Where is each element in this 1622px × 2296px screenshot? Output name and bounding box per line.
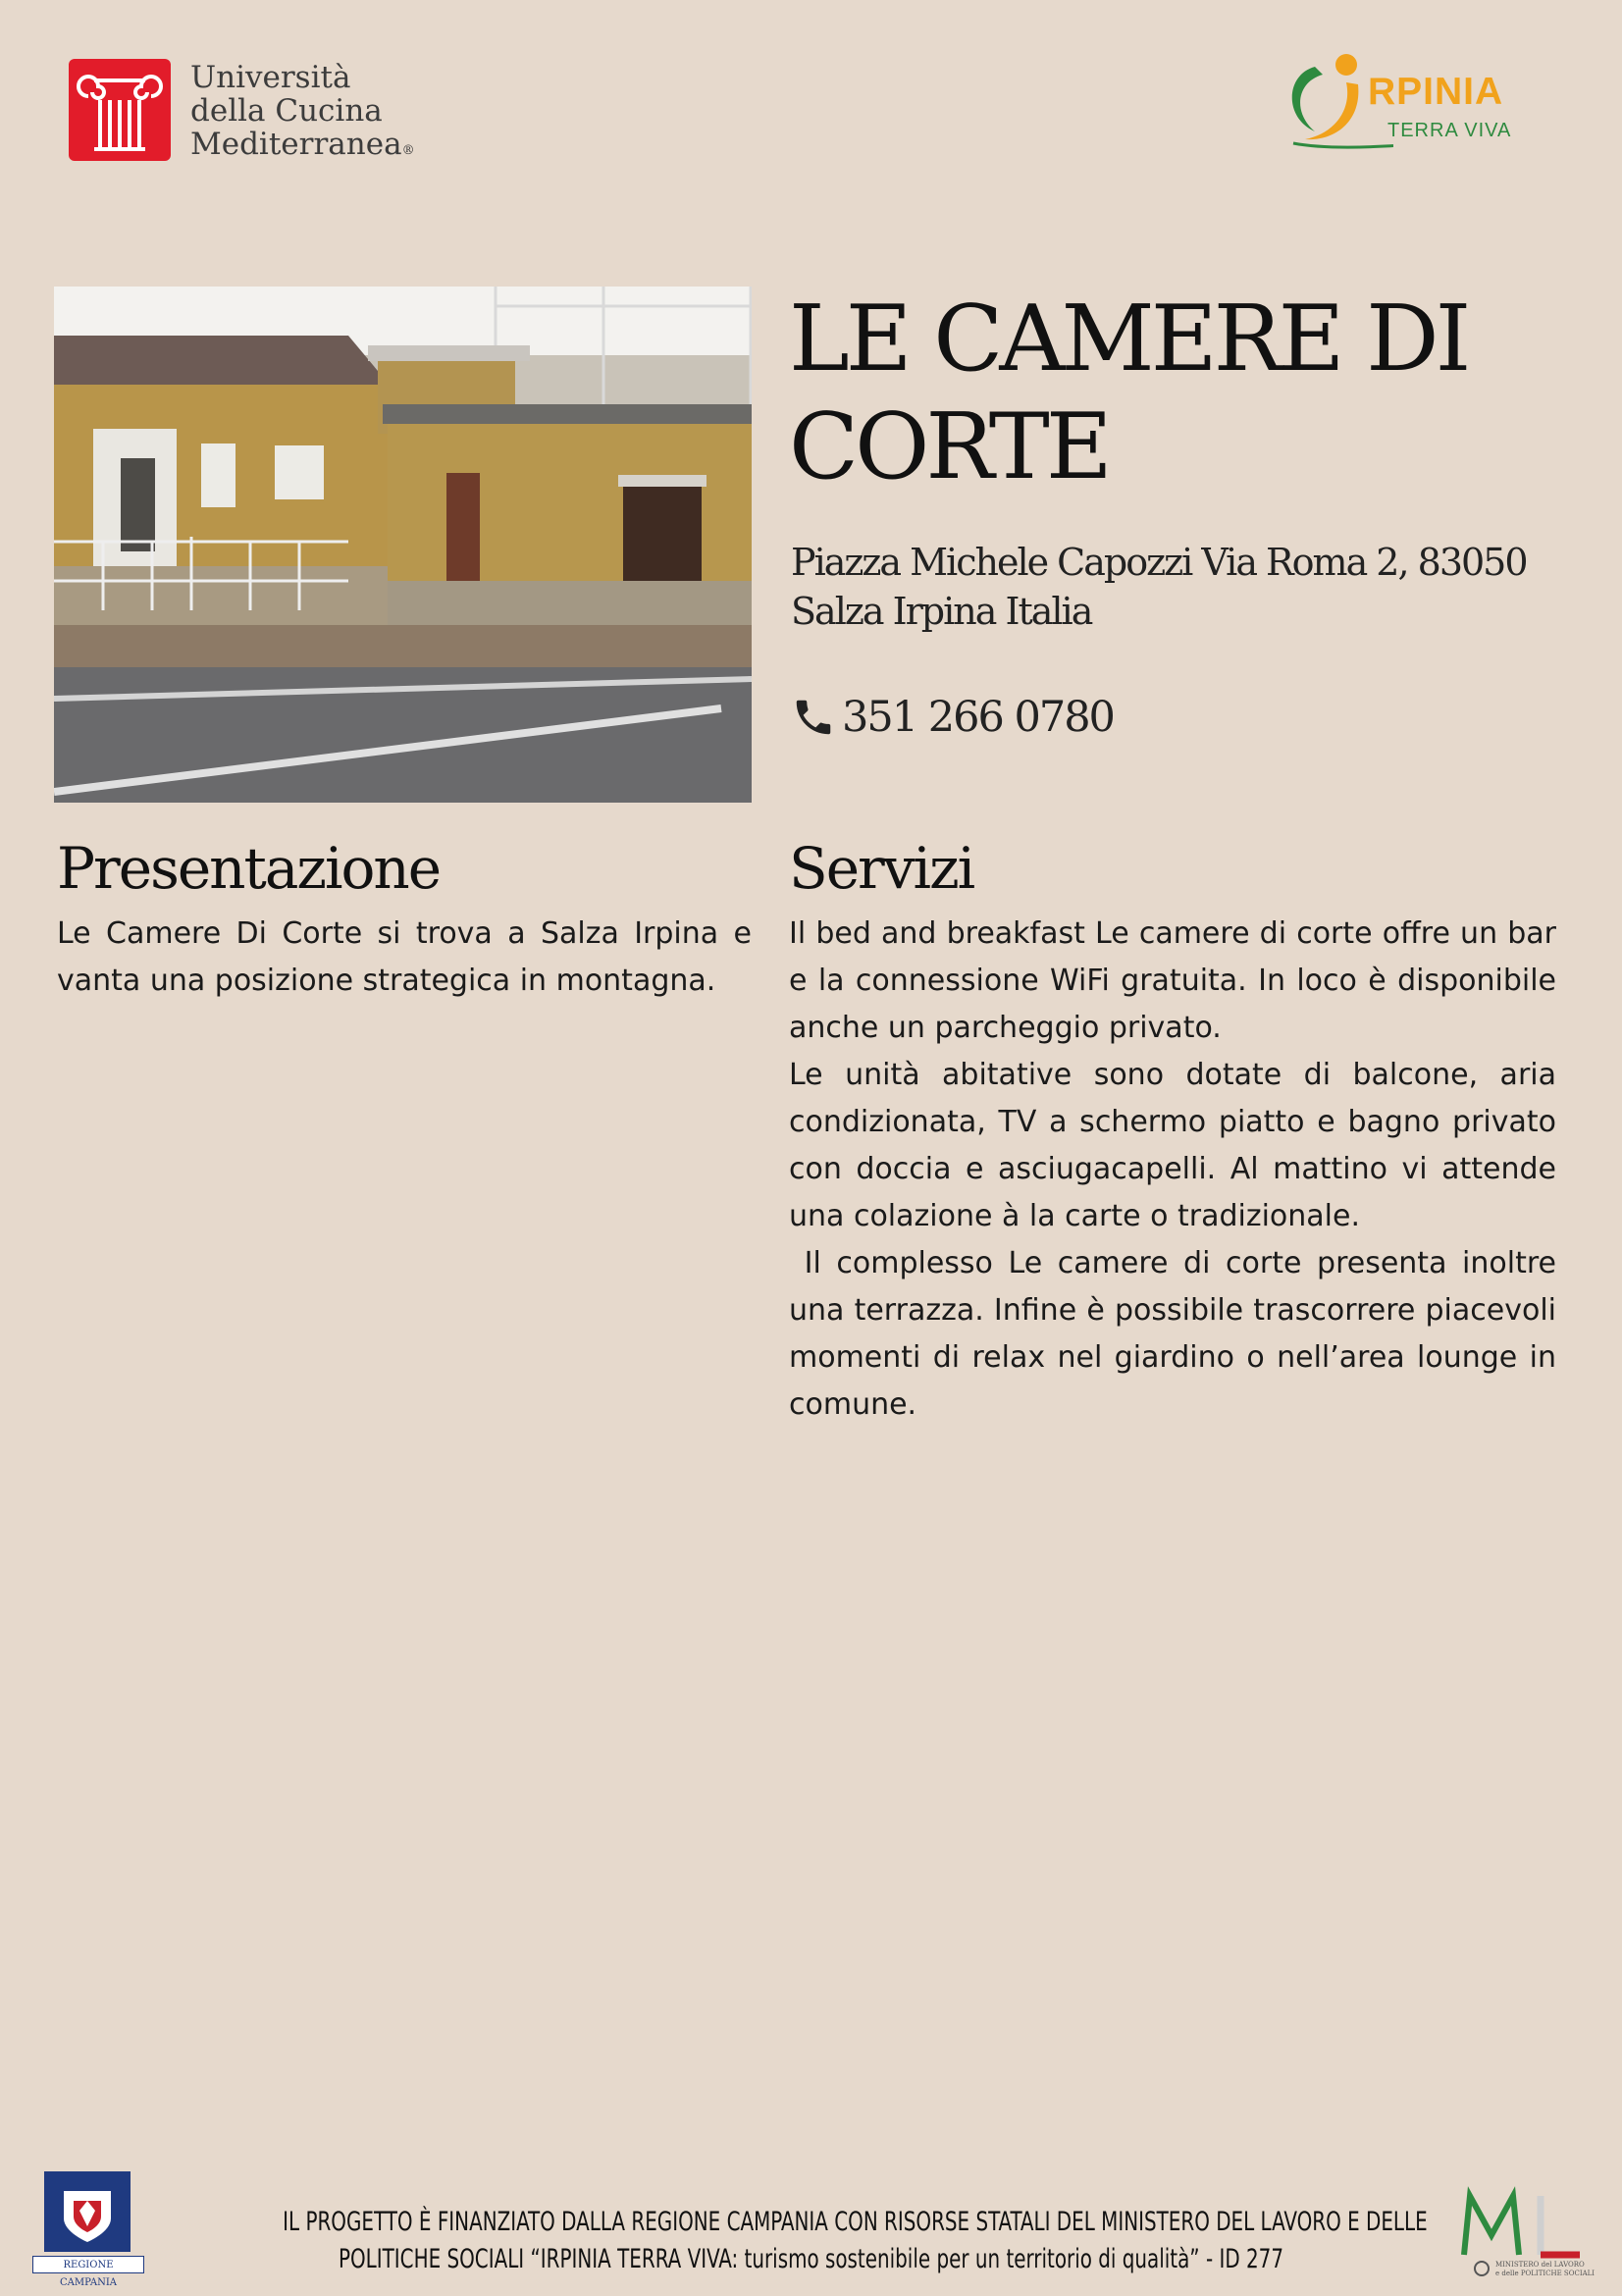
ucm-wordmark (190, 61, 415, 168)
regione-campania-label: REGIONE CAMPANIA (32, 2256, 144, 2273)
irpinia-wordmark: RPINIA (1368, 71, 1504, 113)
ministero-label-line-2: e delle POLITICHE SOCIALI (1495, 2270, 1596, 2277)
property-title-line-2: CORTE (789, 393, 1109, 499)
property-address (791, 538, 1596, 636)
servizi-paragraph-1: Il bed and breakfast Le camere di corte offre un bar e la connessione WiFi gratuita. In loco è disponibile anche un parcheggio privato. (789, 916, 1556, 1045)
ml-monogram-icon (1452, 2176, 1599, 2284)
regione-campania-logo (32, 2171, 144, 2288)
ministero-label-line-1: MINISTERO del LAVORO (1495, 2261, 1585, 2269)
ucm-line-1: Università (190, 60, 351, 95)
campania-crest-icon (44, 2171, 131, 2252)
phone-number[interactable]: 351 266 0780 (842, 693, 1114, 742)
presentazione-heading: Presentazione (57, 835, 441, 902)
phone-contact (791, 693, 1114, 742)
property-title (789, 285, 1574, 500)
phone-icon (791, 695, 836, 740)
servizi-text (789, 911, 1566, 1429)
servizi-paragraph-3: Il complesso Le camere di corte presenta inoltre una terrazza. Infine è possibile trascorrere piacevoli momenti di relax nel giardino o nell’area lounge in comune. (789, 1246, 1566, 1422)
ministero-lavoro-logo (1452, 2176, 1599, 2284)
address-line-2: Salza Irpina Italia (791, 590, 1092, 633)
ucm-line-3: Mediterranea (190, 127, 402, 162)
property-photo (54, 287, 752, 803)
servizi-paragraph-2: Le unità abitative sono dotate di balcone, aria condizionata, TV a schermo piatto e bagno privato con doccia e asciugacapelli. Al mattino vi attende una colazione à la carte o tradizionale. (789, 1058, 1556, 1233)
property-title-line-1: LE CAMERE DI (789, 286, 1468, 391)
funding-line-2: POLITICHE SOCIALI “IRPINIA TERRA VIVA: turismo sostenibile per un territorio di qualità” - ID 277 (338, 2244, 1284, 2274)
irpinia-terra-viva-logo (1276, 49, 1545, 152)
ucm-line-2: della Cucina (190, 93, 383, 129)
funding-disclaimer (283, 2204, 1428, 2278)
funding-line-1: IL PROGETTO È FINANZIATO DALLA REGIONE CAMPANIA CON RISORSE STATALI DEL MINISTERO DEL LAVORO E DELLE (283, 2207, 1428, 2237)
presentazione-text: Le Camere Di Corte si trova a Salza Irpina e vanta una posizione strategica in montagna. (57, 916, 752, 998)
universita-cucina-mediterranea-logo (69, 59, 415, 167)
address-line-1: Piazza Michele Capozzi Via Roma 2, 83050 (791, 541, 1527, 584)
servizi-heading: Servizi (789, 835, 974, 902)
registered-mark: ® (401, 143, 415, 158)
terra-viva-tagline: TERRA VIVA (1387, 120, 1512, 141)
ionic-column-logo-icon (69, 59, 171, 161)
